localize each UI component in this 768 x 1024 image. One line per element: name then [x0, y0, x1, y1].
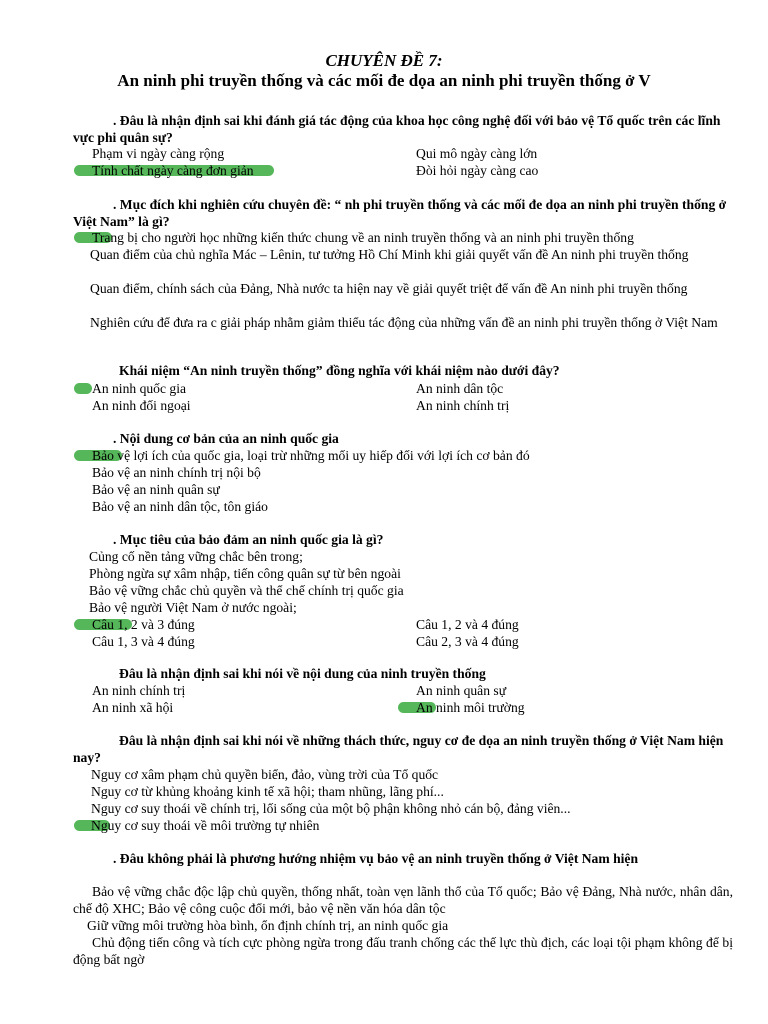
q6-option-d[interactable]: An ninh môi trường [416, 700, 525, 715]
q1-option-a[interactable]: Phạm vi ngày càng rộng [92, 146, 225, 161]
q4-option-d[interactable]: Bảo vệ an ninh dân tộc, tôn giáo [92, 499, 268, 514]
q5-statement-3: Bảo vệ vững chắc chủ quyền và thể chế chính trị quốc gia [89, 583, 404, 598]
q5-statement-4: Bảo vệ người Việt Nam ở nước ngoài; [89, 600, 297, 615]
q7-option-a[interactable]: Nguy cơ xâm phạm chủ quyền biển, đảo, vùng trời của Tổ quốc [91, 767, 439, 782]
q6-option-a[interactable]: An ninh chính trị [92, 683, 186, 698]
q1-option-c[interactable]: Tính chất ngày càng đơn giản [92, 163, 254, 178]
q1-option-b[interactable]: Qui mô ngày càng lớn [416, 146, 538, 161]
q2-option-d[interactable]: Nghiên cứu để đưa ra c giải pháp nhằm giảm thiểu tác động của những vấn đề an ninh phi truyền thống ở Việt Nam [90, 315, 718, 330]
q3-option-c[interactable]: An ninh đối ngoại [92, 398, 191, 413]
q4-option-a[interactable]: Bảo vệ lợi ích của quốc gia, loại trừ những mối uy hiếp đối với lợi ích cơ bản đó [92, 448, 530, 463]
q5-statement-2: Phòng ngừa sự xâm nhập, tiến công quân sự từ bên ngoài [89, 566, 401, 581]
q5-option-d[interactable]: Câu 2, 3 và 4 đúng [416, 634, 519, 649]
q6-option-c[interactable]: An ninh xã hội [92, 700, 174, 715]
question-4: . Nội dung cơ bản của an ninh quốc gia [113, 431, 339, 446]
q3-option-d[interactable]: An ninh chính trị [416, 398, 510, 413]
question-7: Đâu là nhận định sai khi nói về những thách thức, nguy cơ đe dọa an ninh truyền thống ở Việt Nam hiện nay? [73, 733, 724, 765]
q4-option-b[interactable]: Bảo vệ an ninh chính trị nội bộ [92, 465, 261, 480]
question-5: . Mục tiêu của bảo đảm an ninh quốc gia là gì? [113, 532, 384, 547]
q4-option-c[interactable]: Bảo vệ an ninh quân sự [92, 482, 220, 497]
q8-option-a[interactable]: Bảo vệ vững chắc độc lập chủ quyền, thống nhất, toàn vẹn lãnh thổ của Tổ quốc; Bảo vệ Đảng, Nhà nước, nhân dân, chế độ XHC; Bảo vệ công cuộc đổi mới, bảo vệ nền văn hóa dân tộc [73, 884, 733, 916]
document-subtitle: An ninh phi truyền thống và các mối đe dọa an ninh phi truyền thống ở V [117, 71, 651, 90]
q7-option-d[interactable]: Nguy cơ suy thoái về môi trường tự nhiên [91, 818, 320, 833]
question-2: . Mục đích khi nghiên cứu chuyên đề: “ nh phi truyền thống và các mối đe dọa an ninh phi truyền thống ở Việt Nam” là gì? [73, 197, 727, 229]
question-8: . Đâu không phải là phương hướng nhiệm vụ bảo vệ an ninh truyền thống ở Việt Nam hiện [113, 851, 639, 866]
q6-option-b[interactable]: An ninh quân sự [416, 683, 507, 698]
q5-option-a[interactable]: Câu 1, 2 và 3 đúng [92, 617, 195, 632]
q3-option-b[interactable]: An ninh dân tộc [416, 381, 504, 396]
q2-option-c[interactable]: Quan điểm, chính sách của Đảng, Nhà nước ta hiện nay về giải quyết triệt để vấn đề An ninh phi truyền thống [90, 281, 688, 296]
q5-option-c[interactable]: Câu 1, 3 và 4 đúng [92, 634, 195, 649]
q5-option-b[interactable]: Câu 1, 2 và 4 đúng [416, 617, 519, 632]
q7-option-b[interactable]: Nguy cơ từ khủng khoảng kinh tế xã hội; tham nhũng, lãng phí... [91, 784, 444, 799]
question-6: Đâu là nhận định sai khi nói về nội dung của ninh truyền thống [119, 666, 486, 681]
q8-option-b[interactable]: Giữ vững môi trường hòa bình, ổn định chính trị, an ninh quốc gia [87, 918, 449, 933]
q5-statement-1: Củng cố nền tảng vững chắc bên trong; [89, 549, 303, 564]
q2-option-b[interactable]: Quan điểm của chủ nghĩa Mác – Lênin, tư tưởng Hồ Chí Minh khi giải quyết vấn đề An ninh phi truyền thống [90, 247, 689, 262]
question-1: . Đâu là nhận định sai khi đánh giá tác động của khoa học công nghệ đối với bảo vệ Tổ quốc trên các lĩnh vực phi quân sự? [73, 113, 721, 145]
q3-option-a[interactable]: An ninh quốc gia [92, 381, 187, 396]
q2-option-a[interactable]: Trang bị cho người học những kiến thức chung về an ninh truyền thống và an ninh phi truyền thống [92, 230, 634, 245]
document-title: CHUYÊN ĐỀ 7: [325, 51, 443, 70]
q7-option-c[interactable]: Nguy cơ suy thoái về chính trị, lối sống của một bộ phận không nhỏ cán bộ, đảng viên... [91, 801, 571, 816]
q8-option-c[interactable]: Chủ động tiến công và tích cực phòng ngừa trong đấu tranh chống các thế lực thù địch, các loại tội phạm không để bị động bất ngờ [73, 935, 733, 967]
q1-option-d[interactable]: Đòi hỏi ngày càng cao [416, 163, 539, 178]
answer-highlight [74, 383, 92, 394]
question-3: Khái niệm “An ninh truyền thống” đồng nghĩa với khái niệm nào dưới đây? [119, 363, 560, 378]
